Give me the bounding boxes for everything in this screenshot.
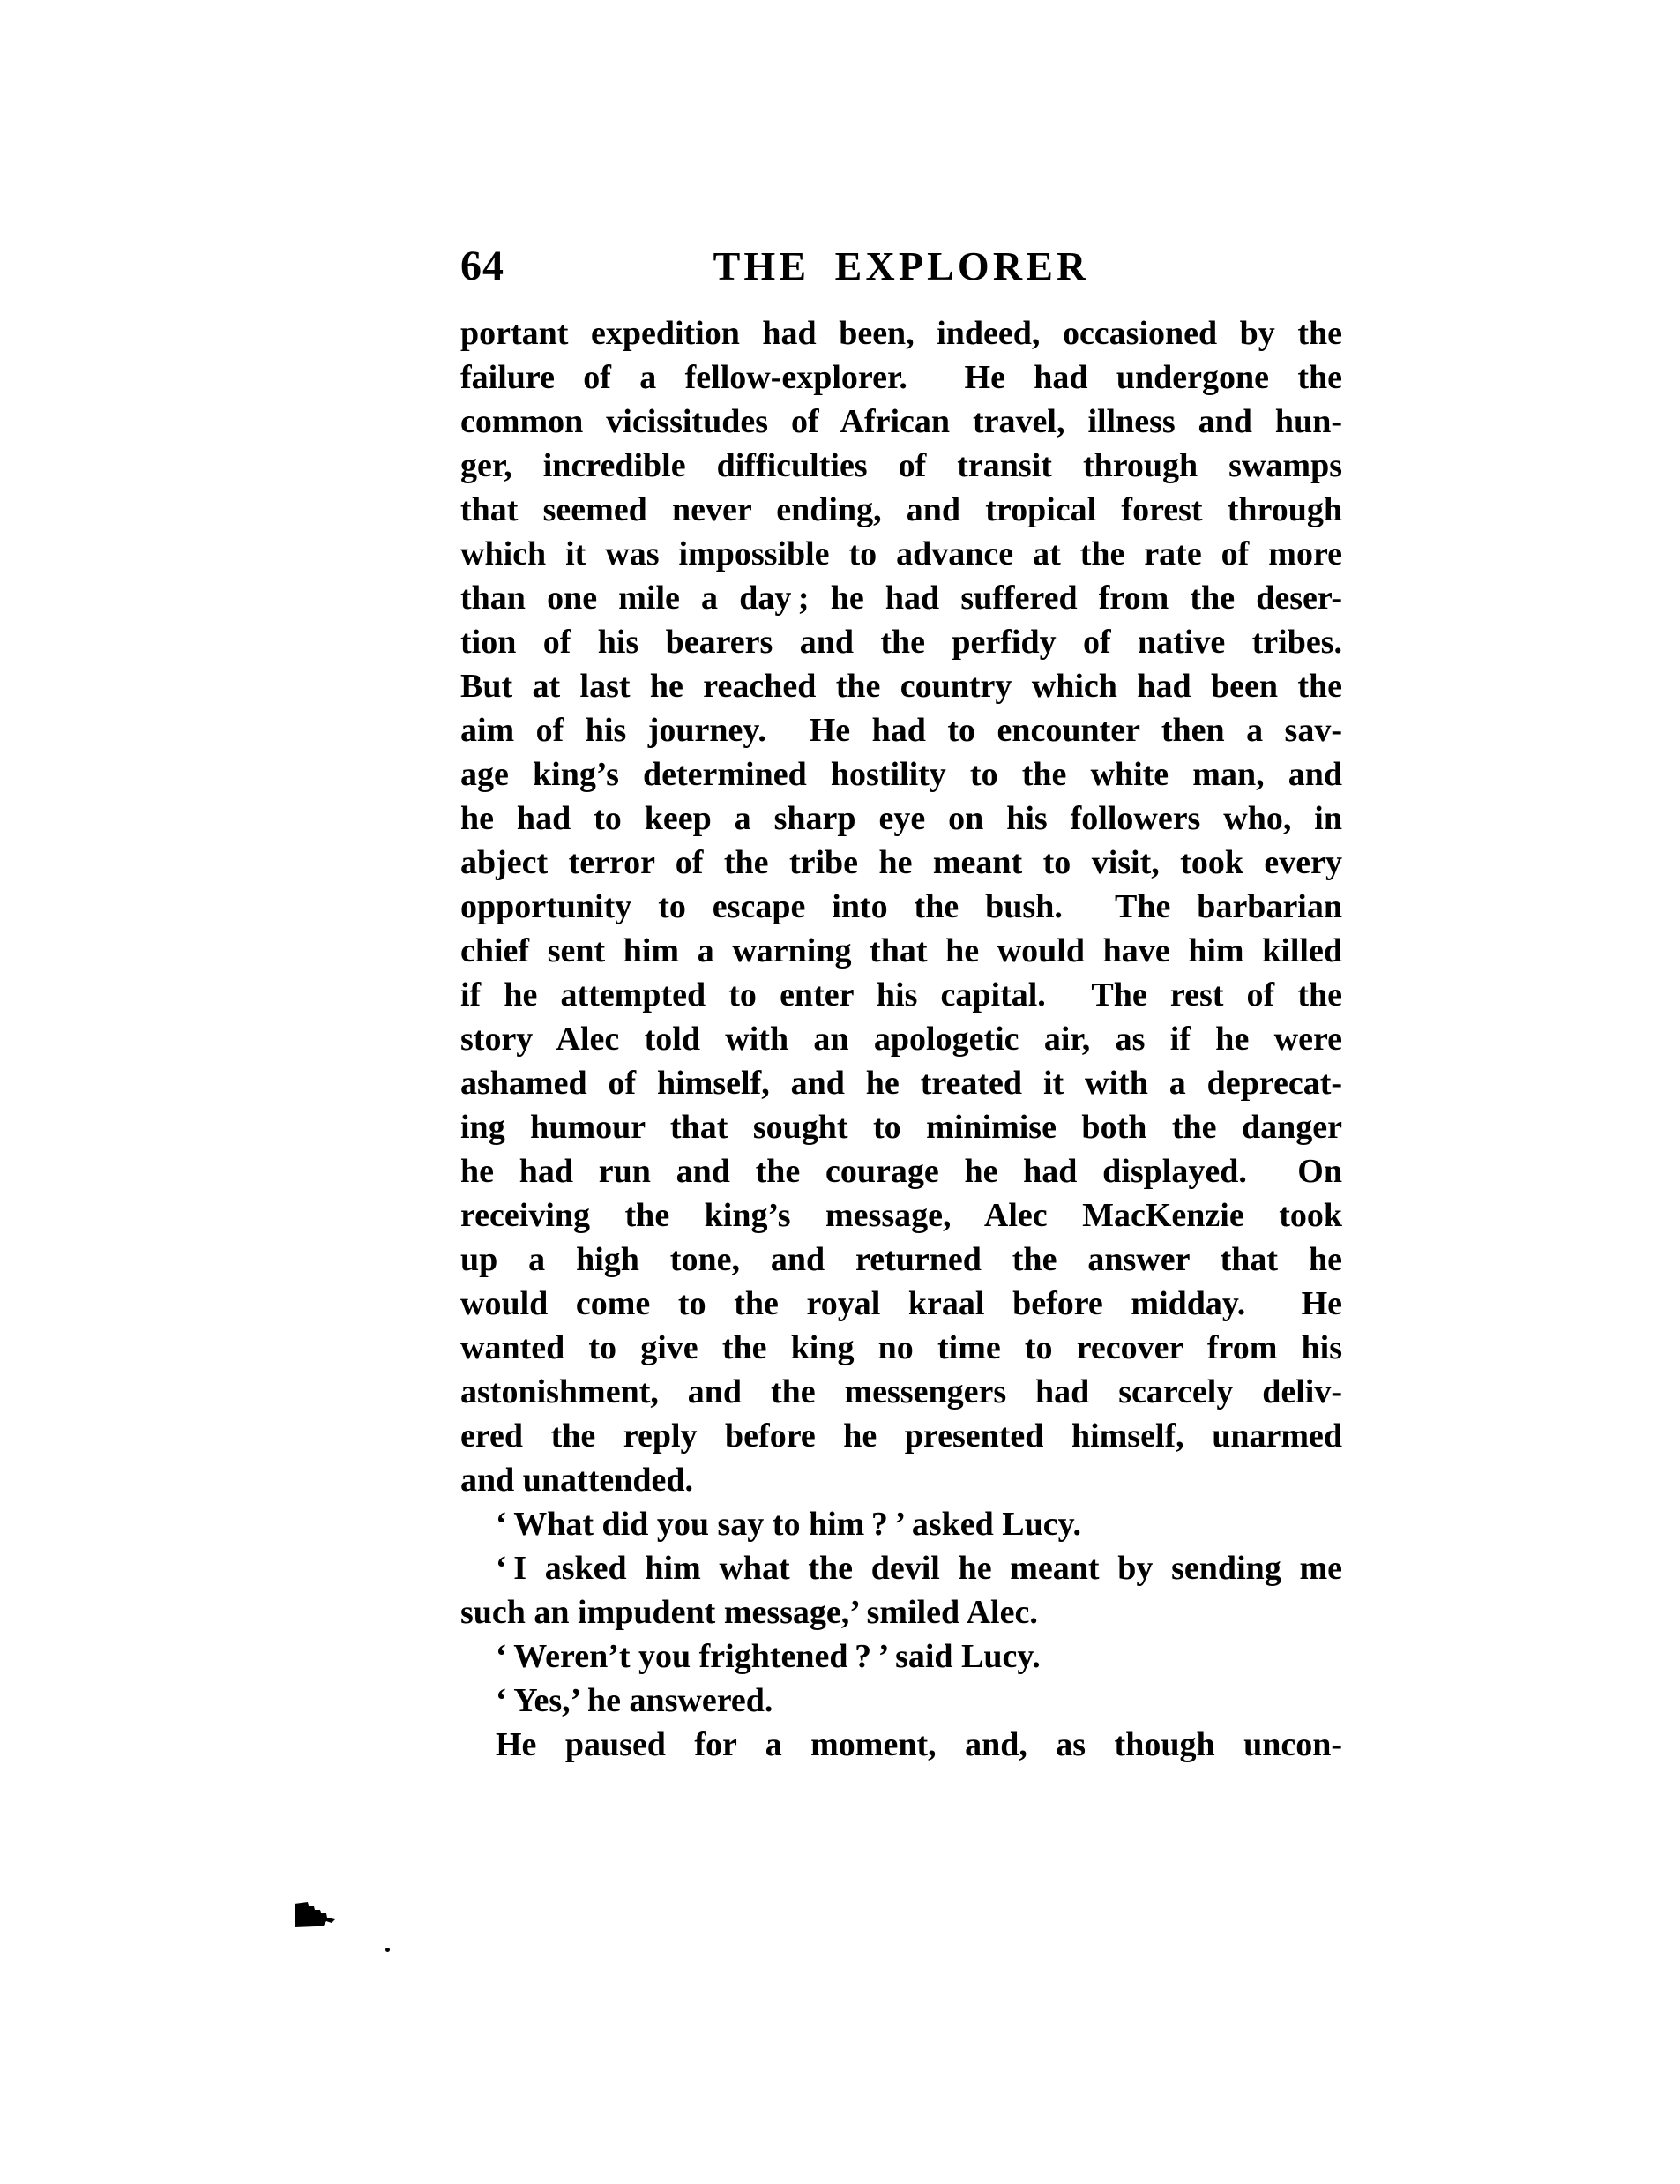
text-line: astonishment, and the messengers had scarcely deliv-	[460, 1373, 1342, 1410]
ink-dot-artifact	[385, 1948, 390, 1952]
text-line: ered the reply before he presented himself, unarmed	[460, 1417, 1342, 1455]
text-line: common vicissitudes of African travel, illness and hun-	[460, 403, 1342, 440]
text-line: tion of his bearers and the perfidy of native tribes.	[460, 624, 1342, 661]
text-line: he had to keep a sharp eye on his followers who, in	[460, 800, 1342, 837]
text-line: and unattended.	[460, 1462, 693, 1499]
text-line: ‘ Weren’t you frightened ? ’ said Lucy.	[496, 1638, 1041, 1675]
text-line: he had run and the courage he had displayed. On	[460, 1153, 1342, 1190]
text-line: portant expedition had been, indeed, occasioned by the	[460, 315, 1342, 352]
text-line: ing humour that sought to minimise both the danger	[460, 1109, 1342, 1146]
text-line: ‘ I asked him what the devil he meant by sending me	[496, 1550, 1342, 1587]
text-line: aim of his journey. He had to encounter then a sav-	[460, 712, 1342, 749]
text-line: such an impudent message,’ smiled Alec.	[460, 1594, 1038, 1631]
text-line: chief sent him a warning that he would have him killed	[460, 932, 1342, 969]
page-header	[460, 244, 1342, 288]
text-line: abject terror of the tribe he meant to visit, took every	[460, 844, 1342, 881]
page-number: 64	[460, 243, 504, 289]
text-line: failure of a fellow-explorer. He had undergone the	[460, 359, 1342, 396]
text-line: story Alec told with an apologetic air, as if he were	[460, 1021, 1342, 1058]
text-line: would come to the royal kraal before midday. He	[460, 1285, 1342, 1322]
text-line: opportunity to escape into the bush. The barbarian	[460, 888, 1342, 925]
text-line: wanted to give the king no time to recover from his	[460, 1329, 1342, 1366]
text-line: ‘ What did you say to him ? ’ asked Lucy.	[496, 1506, 1082, 1543]
text-line: age king’s determined hostility to the white man, and	[460, 756, 1342, 793]
page-body-text	[460, 311, 1342, 1767]
text-line: receiving the king’s message, Alec MacKenzie took	[460, 1197, 1342, 1234]
text-line: ger, incredible difficulties of transit through swamps	[460, 447, 1342, 484]
running-title: THE EXPLORER	[713, 243, 1090, 288]
text-line: ‘ Yes,’ he answered.	[496, 1682, 773, 1719]
text-line: But at last he reached the country which had been the	[460, 668, 1342, 705]
ink-blot-artifact	[295, 1899, 336, 1928]
text-line: up a high tone, and returned the answer that he	[460, 1241, 1342, 1278]
text-line: which it was impossible to advance at the rate of more	[460, 535, 1342, 572]
text-line: if he attempted to enter his capital. The rest of the	[460, 976, 1342, 1013]
text-line: than one mile a day ; he had suffered from the deser-	[460, 580, 1342, 617]
text-line: He paused for a moment, and, as though uncon-	[496, 1726, 1342, 1763]
text-line: that seemed never ending, and tropical forest through	[460, 491, 1342, 528]
text-line: ashamed of himself, and he treated it with a deprecat-	[460, 1065, 1342, 1102]
